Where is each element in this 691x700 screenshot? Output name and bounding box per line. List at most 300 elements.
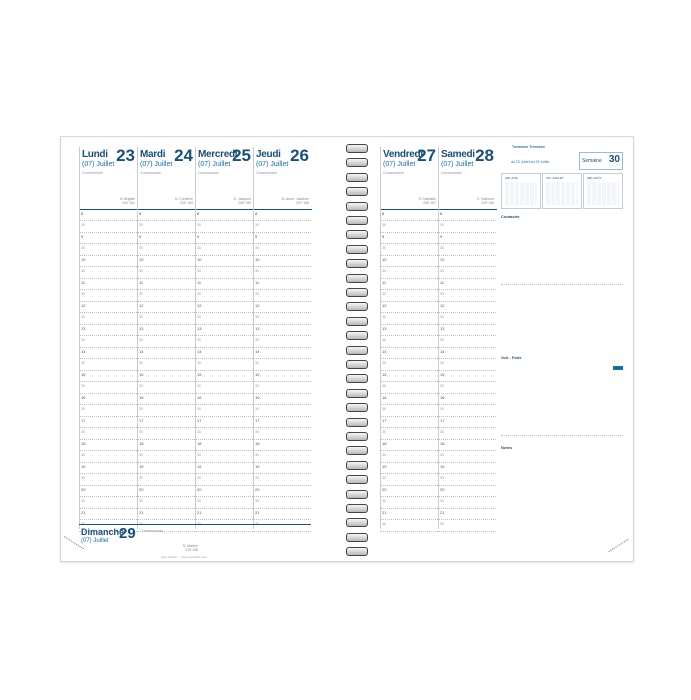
half-hour-label: 30 xyxy=(440,314,444,319)
hour-row xyxy=(253,485,311,497)
hour-row xyxy=(137,416,195,428)
sunday-number: 29 xyxy=(119,525,136,542)
hour-row xyxy=(380,462,438,474)
week-number: 30 xyxy=(608,154,620,165)
hour-row xyxy=(79,416,137,428)
day-month: (07) Juillet xyxy=(140,161,173,168)
spiral-coil xyxy=(346,547,368,556)
hour-row xyxy=(380,209,438,221)
day-name: Mardi xyxy=(140,149,166,160)
day-month: (07) Juillet xyxy=(198,161,231,168)
day-comment-label: Commentaire xyxy=(441,171,463,175)
hour-row xyxy=(253,278,311,290)
hour-row xyxy=(195,508,253,520)
hour-label: 8 xyxy=(81,211,84,216)
hour-label: 16 xyxy=(139,395,144,400)
half-hour-row xyxy=(137,313,195,325)
hour-row xyxy=(438,393,496,405)
half-hour-row xyxy=(79,336,137,348)
hour-column xyxy=(195,209,253,529)
hour-row xyxy=(137,209,195,221)
half-hour-row xyxy=(380,474,438,486)
half-hour-label: 30 xyxy=(440,383,444,388)
hour-row xyxy=(79,462,137,474)
hour-label: 21 xyxy=(139,510,144,515)
hour-row xyxy=(253,508,311,520)
half-hour-row xyxy=(195,290,253,302)
hour-label: 11 xyxy=(197,280,202,285)
half-hour-row xyxy=(195,382,253,394)
hour-label: 15 xyxy=(255,372,260,377)
hour-row xyxy=(195,347,253,359)
hour-row xyxy=(380,439,438,451)
hour-label: 16 xyxy=(255,395,260,400)
hour-row xyxy=(79,209,137,221)
half-hour-label: 30 xyxy=(139,314,143,319)
hour-label: 21 xyxy=(255,510,260,515)
hour-row xyxy=(438,370,496,382)
hour-label: 20 xyxy=(382,487,387,492)
hour-label: 17 xyxy=(440,418,445,423)
hour-row xyxy=(79,347,137,359)
hour-row xyxy=(380,324,438,336)
half-hour-label: 30 xyxy=(382,337,386,342)
half-hour-label: 30 xyxy=(255,222,259,227)
day-saint: S¹ Anne, Joachim 207·158 xyxy=(281,197,309,205)
hour-row xyxy=(438,485,496,497)
half-hour-label: 30 xyxy=(440,360,444,365)
hour-label: 10 xyxy=(382,257,387,262)
half-hour-label: 30 xyxy=(382,406,386,411)
half-hour-label: 30 xyxy=(197,383,201,388)
hour-row xyxy=(137,232,195,244)
spiral-coil xyxy=(346,446,368,455)
half-hour-label: 30 xyxy=(81,406,85,411)
half-hour-row xyxy=(79,474,137,486)
contacter-section-title: Contacter xyxy=(501,214,520,219)
half-hour-label: 30 xyxy=(255,337,259,342)
hour-label: 14 xyxy=(382,349,387,354)
half-hour-row xyxy=(195,221,253,233)
hour-row xyxy=(438,232,496,244)
half-hour-row xyxy=(137,405,195,417)
spiral-coil xyxy=(346,389,368,398)
half-hour-row xyxy=(380,405,438,417)
hour-row xyxy=(137,278,195,290)
spiral-coil xyxy=(346,490,368,499)
half-hour-label: 30 xyxy=(197,268,201,273)
half-hour-row xyxy=(438,336,496,348)
day-name: Lundi xyxy=(82,149,108,160)
hour-row xyxy=(380,347,438,359)
hour-row xyxy=(195,439,253,451)
half-hour-label: 30 xyxy=(382,245,386,250)
spiral-coil xyxy=(346,202,368,211)
voir-faire-section-title: Voir - Faire xyxy=(501,355,522,360)
spiral-coil xyxy=(346,187,368,196)
hour-row xyxy=(195,370,253,382)
hour-row xyxy=(380,301,438,313)
spiral-coil xyxy=(346,302,368,311)
half-hour-label: 30 xyxy=(139,429,143,434)
half-hour-row xyxy=(380,290,438,302)
day-month: (07) Juillet xyxy=(441,161,474,168)
half-hour-label: 30 xyxy=(255,406,259,411)
hour-row xyxy=(137,393,195,405)
half-hour-row xyxy=(438,359,496,371)
hour-row xyxy=(79,278,137,290)
half-hour-row xyxy=(79,428,137,440)
day-saint: S¹ Brigitte 204·161 xyxy=(119,197,135,205)
half-hour-row xyxy=(79,267,137,279)
half-hour-label: 30 xyxy=(255,268,259,273)
half-hour-label: 30 xyxy=(382,314,386,319)
half-hour-row xyxy=(438,244,496,256)
hour-label: 10 xyxy=(197,257,202,262)
half-hour-label: 30 xyxy=(197,245,201,250)
mini-calendar-june: (06) JUIN xyxy=(501,173,541,209)
hour-label: 12 xyxy=(440,303,445,308)
weekly-planner-spread xyxy=(60,136,634,562)
half-hour-label: 30 xyxy=(139,337,143,342)
half-hour-row xyxy=(438,497,496,509)
sunday-section xyxy=(79,521,311,559)
hour-label: 14 xyxy=(197,349,202,354)
hour-row xyxy=(137,462,195,474)
half-hour-label: 30 xyxy=(382,521,386,526)
half-hour-row xyxy=(79,382,137,394)
half-hour-row xyxy=(253,267,311,279)
hour-row xyxy=(79,232,137,244)
day-name: Samedi xyxy=(441,149,475,160)
spiral-coil xyxy=(346,331,368,340)
half-hour-row xyxy=(195,359,253,371)
day-month: (07) Juillet xyxy=(256,161,289,168)
day-saint: S¹ Nathalie 208·157 xyxy=(418,197,436,205)
hour-label: 17 xyxy=(382,418,387,423)
hour-label: 13 xyxy=(440,326,445,331)
hour-label: 8 xyxy=(197,211,200,216)
hour-row xyxy=(195,393,253,405)
hour-label: 20 xyxy=(81,487,86,492)
day-name: Mercredi xyxy=(198,149,238,160)
day-number: 25 xyxy=(232,146,251,165)
half-hour-label: 30 xyxy=(440,268,444,273)
hour-row xyxy=(195,324,253,336)
half-hour-label: 30 xyxy=(382,268,386,273)
hour-label: 8 xyxy=(139,211,142,216)
hour-row xyxy=(195,278,253,290)
half-hour-row xyxy=(79,359,137,371)
hour-row xyxy=(137,347,195,359)
half-hour-label: 30 xyxy=(255,245,259,250)
sunday-comment-label: Commentaire xyxy=(142,529,164,533)
hour-label: 15 xyxy=(197,372,202,377)
half-hour-label: 30 xyxy=(81,521,85,526)
hour-row xyxy=(438,347,496,359)
left-page xyxy=(79,146,311,559)
hour-label: 15 xyxy=(382,372,387,377)
half-hour-label: 30 xyxy=(440,498,444,503)
hour-row xyxy=(137,439,195,451)
day-name: Jeudi xyxy=(256,149,281,160)
hour-row xyxy=(253,393,311,405)
half-hour-label: 30 xyxy=(81,268,85,273)
half-hour-row xyxy=(195,497,253,509)
hour-row xyxy=(253,416,311,428)
hour-label: 13 xyxy=(197,326,202,331)
hour-label: 9 xyxy=(139,234,142,239)
spiral-coil xyxy=(346,418,368,427)
half-hour-row xyxy=(195,336,253,348)
half-hour-label: 30 xyxy=(382,222,386,227)
half-hour-row xyxy=(195,428,253,440)
half-hour-label: 30 xyxy=(382,475,386,480)
spiral-coil xyxy=(346,475,368,484)
half-hour-row xyxy=(438,267,496,279)
half-hour-row xyxy=(438,313,496,325)
hour-row xyxy=(253,255,311,267)
hour-label: 17 xyxy=(255,418,260,423)
hour-label: 17 xyxy=(197,418,202,423)
hour-label: 9 xyxy=(382,234,385,239)
week-label: Semaine xyxy=(582,158,602,164)
half-hour-label: 30 xyxy=(255,452,259,457)
day-header xyxy=(196,147,254,210)
half-hour-label: 30 xyxy=(440,291,444,296)
half-hour-row xyxy=(137,267,195,279)
hour-row xyxy=(380,416,438,428)
half-hour-row xyxy=(253,336,311,348)
hour-label: 19 xyxy=(139,464,144,469)
half-hour-label: 30 xyxy=(197,314,201,319)
hour-row xyxy=(438,209,496,221)
weekly-side-panel xyxy=(501,145,623,553)
hour-label: 15 xyxy=(139,372,144,377)
hour-row xyxy=(79,255,137,267)
day-comment-label: Commentaire xyxy=(198,171,220,175)
day-saint: S. Samson 209·156 xyxy=(476,197,494,205)
hour-row xyxy=(195,232,253,244)
hour-row xyxy=(195,416,253,428)
hour-label: 16 xyxy=(81,395,86,400)
half-hour-label: 30 xyxy=(81,222,85,227)
half-hour-label: 30 xyxy=(139,383,143,388)
half-hour-row xyxy=(79,451,137,463)
half-hour-label: 30 xyxy=(81,245,85,250)
spiral-coil xyxy=(346,144,368,153)
hour-label: 19 xyxy=(255,464,260,469)
day-header xyxy=(439,147,497,210)
day-month: (07) Juillet xyxy=(383,161,416,168)
half-hour-row xyxy=(253,428,311,440)
half-hour-label: 30 xyxy=(197,360,201,365)
hour-column xyxy=(253,209,311,529)
hour-label: 14 xyxy=(255,349,260,354)
hour-row xyxy=(137,301,195,313)
half-hour-row xyxy=(380,520,438,532)
half-hour-row xyxy=(137,428,195,440)
hour-row xyxy=(79,393,137,405)
half-hour-row xyxy=(380,382,438,394)
spiral-coil xyxy=(346,317,368,326)
hour-label: 11 xyxy=(382,280,387,285)
hour-label: 14 xyxy=(81,349,86,354)
spiral-coil xyxy=(346,461,368,470)
notes-section-title: Notes xyxy=(501,445,513,450)
half-hour-row xyxy=(79,221,137,233)
spiral-coil xyxy=(346,374,368,383)
half-hour-row xyxy=(438,474,496,486)
hour-row xyxy=(253,439,311,451)
half-hour-row xyxy=(380,359,438,371)
half-hour-label: 30 xyxy=(255,429,259,434)
hour-row xyxy=(253,209,311,221)
half-hour-row xyxy=(253,497,311,509)
hour-label: 10 xyxy=(139,257,144,262)
half-hour-label: 30 xyxy=(139,268,143,273)
half-hour-row xyxy=(253,313,311,325)
hour-label: 11 xyxy=(255,280,260,285)
hour-label: 18 xyxy=(382,441,387,446)
half-hour-label: 30 xyxy=(139,291,143,296)
half-hour-label: 30 xyxy=(440,222,444,227)
half-hour-row xyxy=(253,244,311,256)
day-header xyxy=(381,147,439,210)
hour-row xyxy=(438,324,496,336)
spiral-coil xyxy=(346,518,368,527)
hour-row xyxy=(137,370,195,382)
hour-label: 14 xyxy=(440,349,445,354)
half-hour-label: 30 xyxy=(382,498,386,503)
hour-label: 20 xyxy=(440,487,445,492)
day-month: (07) Juillet xyxy=(82,161,115,168)
half-hour-label: 30 xyxy=(139,245,143,250)
half-hour-row xyxy=(380,244,438,256)
hour-label: 19 xyxy=(440,464,445,469)
half-hour-row xyxy=(253,451,311,463)
hour-column xyxy=(79,209,137,529)
half-hour-row xyxy=(380,336,438,348)
half-hour-row xyxy=(253,359,311,371)
half-hour-row xyxy=(380,428,438,440)
hour-row xyxy=(195,209,253,221)
half-hour-label: 30 xyxy=(197,498,201,503)
day-number: 27 xyxy=(417,146,436,165)
hour-label: 14 xyxy=(139,349,144,354)
day-comment-label: Commentaire xyxy=(256,171,278,175)
hour-row xyxy=(195,462,253,474)
hour-row xyxy=(253,324,311,336)
spiral-coil xyxy=(346,230,368,239)
hour-row xyxy=(79,439,137,451)
mini-calendar-july: (07) JUILLET xyxy=(542,173,582,209)
hour-label: 13 xyxy=(139,326,144,331)
spiral-coil xyxy=(346,533,368,542)
hour-label: 12 xyxy=(139,303,144,308)
mini-calendar-august: (08) AOÛT xyxy=(583,173,623,209)
hour-label: 17 xyxy=(81,418,86,423)
hour-label: 21 xyxy=(197,510,202,515)
half-hour-label: 30 xyxy=(382,429,386,434)
half-hour-row xyxy=(380,313,438,325)
day-comment-label: Commentaire xyxy=(383,171,405,175)
hour-label: 8 xyxy=(382,211,385,216)
half-hour-row xyxy=(137,451,195,463)
half-hour-label: 30 xyxy=(81,498,85,503)
half-hour-row xyxy=(79,290,137,302)
hour-label: 20 xyxy=(197,487,202,492)
hour-label: 19 xyxy=(197,464,202,469)
hour-row xyxy=(79,324,137,336)
hour-label: 21 xyxy=(440,510,445,515)
hour-row xyxy=(380,278,438,290)
half-hour-row xyxy=(79,313,137,325)
half-hour-row xyxy=(380,497,438,509)
day-number: 23 xyxy=(116,146,135,165)
half-hour-label: 30 xyxy=(139,406,143,411)
half-hour-row xyxy=(438,382,496,394)
day-header xyxy=(254,147,312,210)
hour-label: 13 xyxy=(255,326,260,331)
section-divider xyxy=(501,435,623,436)
half-hour-label: 30 xyxy=(255,383,259,388)
hour-row xyxy=(79,370,137,382)
hour-row xyxy=(79,508,137,520)
hour-label: 18 xyxy=(255,441,260,446)
hour-row xyxy=(253,301,311,313)
half-hour-label: 30 xyxy=(382,383,386,388)
half-hour-row xyxy=(253,382,311,394)
half-hour-label: 30 xyxy=(197,337,201,342)
half-hour-label: 30 xyxy=(139,452,143,457)
half-hour-row xyxy=(137,221,195,233)
half-hour-label: 30 xyxy=(81,383,85,388)
hour-label: 21 xyxy=(382,510,387,515)
spiral-coil xyxy=(346,504,368,513)
hour-column xyxy=(438,209,496,529)
hour-label: 17 xyxy=(139,418,144,423)
half-hour-label: 30 xyxy=(81,291,85,296)
hour-label: 15 xyxy=(81,372,86,377)
hour-label: 18 xyxy=(440,441,445,446)
half-hour-label: 30 xyxy=(197,521,201,526)
half-hour-row xyxy=(438,221,496,233)
half-hour-label: 30 xyxy=(139,222,143,227)
trimester-label: Troisième Trimestre xyxy=(512,145,546,149)
half-hour-label: 30 xyxy=(139,360,143,365)
section-divider xyxy=(501,284,623,285)
hour-row xyxy=(253,347,311,359)
hour-row xyxy=(253,232,311,244)
half-hour-row xyxy=(195,244,253,256)
hour-row xyxy=(195,255,253,267)
half-hour-row xyxy=(380,267,438,279)
hour-row xyxy=(438,255,496,267)
half-hour-label: 30 xyxy=(255,291,259,296)
half-hour-label: 30 xyxy=(440,429,444,434)
half-hour-row xyxy=(438,428,496,440)
day-comment-label: Commentaire xyxy=(82,171,104,175)
spiral-coil xyxy=(346,245,368,254)
half-hour-row xyxy=(137,336,195,348)
half-hour-row xyxy=(195,313,253,325)
half-hour-label: 30 xyxy=(255,314,259,319)
half-hour-row xyxy=(79,244,137,256)
footer-text: Quo Vadis® ... www.quovadis.com xyxy=(161,555,207,559)
half-hour-label: 30 xyxy=(440,406,444,411)
half-hour-row xyxy=(79,497,137,509)
